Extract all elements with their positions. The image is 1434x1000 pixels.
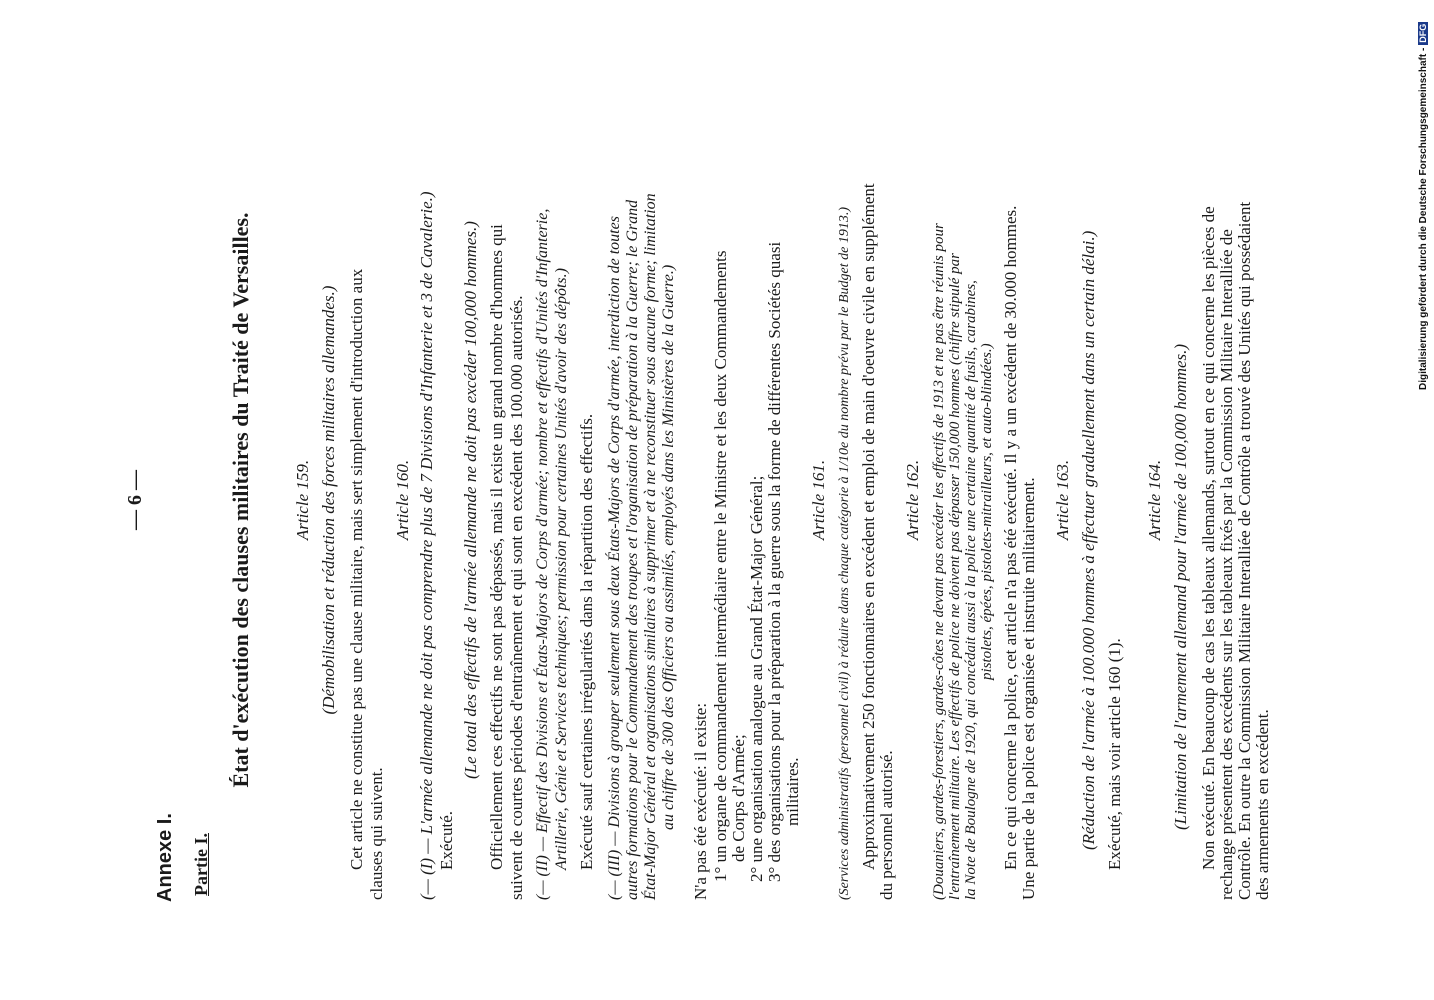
paragraph-line: En ce qui concerne la police, cet article n'a pas été exécuté. Il y a un excédent de 30.000 hommes.	[1001, 205, 1020, 870]
clause-line: (— (III) — Divisions à grouper seulement sous deux États-Majors de Corps d'armée, interdiction de toutes	[606, 216, 623, 900]
paragraph-line: des armements en excédent.	[1253, 709, 1272, 900]
article-heading: Article 164.	[1145, 459, 1164, 541]
paragraph-line: Officiellement ces effectifs ne sont pas dépassés, mais il existe un grand nombre d'hommes qui	[487, 224, 506, 870]
article-summary: (Réduction de l'armée à 100.000 hommes à effectuer graduellement dans un certain délai.)	[1079, 230, 1098, 850]
funding-sidebar	[1418, 0, 1434, 1000]
annex-heading: Annexe I.	[154, 813, 176, 902]
clause-line: l'entraînement militaire. Les effectifs de police ne doivent pas dépasser 150,000 hommes (chiffre stipulé par	[947, 253, 963, 900]
paragraph-line: Contrôle. En outre la Commission Militaire Interalliée de Contrôle a trouvé des Unités qui possédaient	[1235, 201, 1254, 900]
list-item: 3° des organisations pour la préparation à la guerre sous la forme de différentes Sociétés quasi	[765, 241, 784, 882]
page-title: État d'exécution des clauses militaires du Traité de Versailles.	[228, 212, 253, 788]
status-line: N'a pas été exécuté: il existe:	[691, 702, 710, 900]
list-item: 2° une organisation analogue au Grand État-Major Général;	[747, 475, 766, 882]
clause-line: Artillerie, Génie et Services techniques; permission pour certaines Unités d'avoir des dépôts.)	[553, 268, 570, 870]
article-heading: Article 162.	[903, 459, 922, 541]
paragraph-line: Approximativement 250 fonctionnaires en excédent et emploi de main d'oeuvre civile en supplément	[859, 183, 878, 870]
clause-line: au chiffre de 300 des Officiers ou assimilés, employés dans les Ministères de la Guerre.)	[660, 264, 677, 830]
article-summary: (Démobilisation et réduction des forces militaires allemandes.)	[319, 285, 338, 715]
article-heading: Article 160.	[393, 459, 412, 541]
clause-line: (Le total des effectifs de l'armée allemande ne doit pas excéder 100,000 hommes.)	[461, 221, 480, 779]
clause-line: autres formations pour le Commandement des troupes et l'organisation de préparation à la Guerre; le Grand	[624, 199, 641, 900]
paragraph-line: suivent de courtes périodes d'entraînement et qui sont en excédent des 100.000 autorisés.	[507, 295, 526, 900]
paragraph-line: Une partie de la police est organisée et instruite militairement.	[1019, 477, 1038, 900]
paragraph-line: Exécuté, mais voir article 160 (1).	[1105, 638, 1124, 870]
clause-line: État-Major Général et organisations similaires à supprimer et à ne reconstituer sous aucune forme; limitation	[642, 193, 659, 900]
paragraph-line: du personnel autorisé.	[877, 750, 896, 900]
paragraph-line: rechange présentent des excédents sur les tableaux fixés par la Commission Militaire Interalliée de	[1217, 229, 1236, 900]
page-number: — 6 —	[124, 470, 146, 530]
paragraph-line: Non exécuté. En beaucoup de cas les tableaux allemands, surtout en ce qui concerne les pièces de	[1199, 206, 1218, 870]
list-item: militaires.	[783, 757, 802, 826]
funding-text: Digitalisierung gefördert durch die Deutsche Forschungsgemeinschaft -	[1418, 47, 1429, 390]
status-line: Exécuté sauf certaines irrégularités dans la répartition des effectifs.	[577, 413, 596, 870]
clause-line: pistolets, épées, pistolets-mitrailleurs, et auto-blindées.)	[979, 343, 995, 680]
paragraph-line: Cet article ne constitue pas une clause militaire, mais sert simplement d'introduction aux	[347, 268, 366, 870]
article-summary: (Limitation de l'armement allemand pour l'armée de 100,000 hommes.)	[1171, 343, 1190, 830]
status-line: Exécuté.	[437, 811, 456, 870]
clause-line: la Note de Boulogne de 1920, qui concédait aussi à la police une certaine quantité de fusils, carabines,	[963, 280, 979, 900]
article-heading: Article 159.	[293, 459, 312, 541]
clause-line: (Douaniers, gardes-forestiers, gardes-côtes ne devant pas excéder les effectifs de 1913 et ne pas être réunis pour	[931, 223, 947, 900]
clause-line: (— (II) — Effectif des Divisions et États-Majors de Corps d'armée; nombre et effectifs d'Unités d'Infanterie,	[534, 208, 551, 900]
article-heading: Article 161.	[809, 459, 828, 541]
rotated-text-block	[124, 90, 1355, 910]
list-item: de Corps d'Armée;	[729, 734, 748, 862]
article-heading: Article 163.	[1053, 459, 1072, 541]
part-heading: Partie I.	[191, 833, 211, 896]
dfg-logo: DFG	[1418, 23, 1428, 43]
article-summary: (Services administratifs (personnel civil) à réduire dans chaque catégorie à 1/10e du nombre prévu par le Budget de 1913.)	[837, 207, 852, 900]
paragraph-line: clauses qui suivent.	[367, 767, 386, 900]
clause-line: (— (I) — L'armée allemande ne doit pas comprendre plus de 7 Divisions d'Infanterie et 3 de Cavalerie.)	[417, 191, 436, 900]
funding-note	[1418, 0, 1429, 390]
list-item: 1° un organe de commandement intermédiaire entre le Ministre et les deux Commandements	[711, 250, 730, 882]
